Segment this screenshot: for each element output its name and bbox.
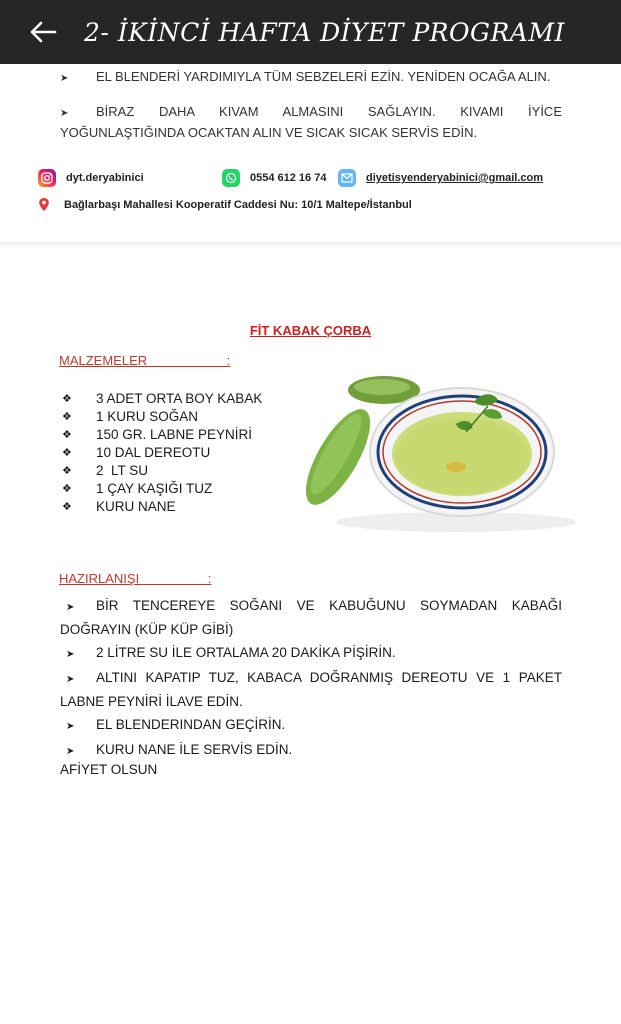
list-item: ➤ BİR TENCEREYE SOĞANI VE KABUĞUNU SOYMADAN KABAĞI DOĞRAYIN (KÜP KÜP GİBİ) xyxy=(60,598,562,637)
whatsapp-icon xyxy=(222,169,240,187)
address-contact: Bağlarbaşı Mahallesi Kooperatif Caddesi Nu: 10/1 Maltepe/İstanbul xyxy=(38,197,412,212)
ingredients-list xyxy=(62,390,262,516)
diamond-bullet-icon: ❖ xyxy=(62,483,72,495)
list-item: ❖ 2 LT SU xyxy=(62,463,149,478)
list-item: ➤ 2 LİTRE SU İLE ORTALAMA 20 DAKİKA PİŞİRİN. xyxy=(60,642,562,666)
closing-text: AFİYET OLSUN xyxy=(60,762,158,777)
whatsapp-contact[interactable]: 0554 612 16 74 xyxy=(222,169,326,187)
arrow-bullet-icon: ➤ xyxy=(60,73,69,84)
arrow-bullet-icon: ➤ xyxy=(66,721,75,732)
ingredients-heading: MALZEMELER : xyxy=(59,353,231,368)
arrow-bullet-icon: ➤ xyxy=(66,649,75,660)
back-button[interactable] xyxy=(26,15,60,49)
document-page-previous xyxy=(0,64,621,243)
preparation-heading: HAZIRLANIŞI : xyxy=(59,571,212,586)
page-title: 2- İKİNCİ HAFTA DİYET PROGRAMI xyxy=(84,17,565,47)
previous-step-1: ➤ EL BLENDERİ YARDIMIYLA TÜM SEBZELERİ EZİN. YENİDEN OCAĞA ALIN. xyxy=(60,67,562,88)
diamond-bullet-icon: ❖ xyxy=(62,465,72,477)
diamond-bullet-icon: ❖ xyxy=(62,411,72,423)
diamond-bullet-icon: ❖ xyxy=(62,429,72,441)
diamond-bullet-icon: ❖ xyxy=(62,447,72,459)
location-pin-icon xyxy=(38,197,50,212)
preparation-steps xyxy=(60,595,562,764)
recipe-title: FİT KABAK ÇORBA xyxy=(249,323,372,338)
diamond-bullet-icon: ❖ xyxy=(62,501,72,513)
instagram-icon xyxy=(38,169,56,187)
diamond-bullet-icon: ❖ xyxy=(62,393,72,405)
list-item: ❖ 150 GR. LABNE PEYNİRİ xyxy=(62,427,253,442)
previous-step-2: ➤ BİRAZ DAHA KIVAM ALMASINI SAĞLAYIN. KIVAMI İYİCE YOĞUNLAŞTIĞINDA OCAKTAN ALIN VE SICAK SICAK SERVİS EDİN. xyxy=(60,104,562,140)
list-item: ➤ EL BLENDERINDAN GEÇİRİN. xyxy=(60,714,562,738)
list-item: ➤ KURU NANE İLE SERVİS EDİN. xyxy=(60,739,562,763)
arrow-bullet-icon: ➤ xyxy=(60,108,69,119)
document-page-recipe xyxy=(0,250,621,1024)
email-icon xyxy=(338,169,356,187)
soup-photo xyxy=(296,362,576,536)
list-item: ❖ KURU NANE xyxy=(62,499,176,514)
arrow-left-icon xyxy=(29,20,57,44)
list-item: ❖ 10 DAL DEREOTU xyxy=(62,445,211,460)
arrow-bullet-icon: ➤ xyxy=(66,746,75,757)
arrow-bullet-icon: ➤ xyxy=(66,602,75,613)
arrow-bullet-icon: ➤ xyxy=(66,674,75,685)
instagram-contact[interactable]: dyt.deryabinici xyxy=(38,169,144,187)
app-bar xyxy=(0,0,621,64)
list-item: ❖ 1 KURU SOĞAN xyxy=(62,409,199,424)
email-contact[interactable]: diyetisyenderyabinici@gmail.com xyxy=(338,169,543,187)
list-item: ➤ ALTINI KAPATIP TUZ, KABACA DOĞRANMIŞ DEREOTU VE 1 PAKET LABNE PEYNİRİ İLAVE EDİN. xyxy=(60,670,562,709)
list-item: ❖ 1 ÇAY KAŞIĞI TUZ xyxy=(62,481,213,496)
list-item: ❖ 3 ADET ORTA BOY KABAK xyxy=(62,391,263,406)
